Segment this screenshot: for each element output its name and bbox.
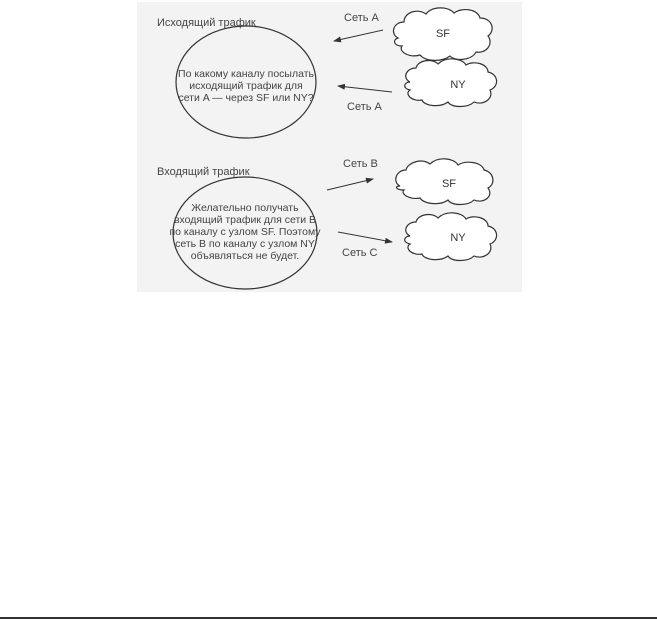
arrow-outgoing-bottom-label: Сеть A	[347, 101, 382, 113]
arrow-outgoing-top-label: Сеть A	[344, 12, 379, 24]
incoming-statement-line-1: Желательно получать	[191, 202, 299, 214]
outgoing-question-line-2: исходящий трафик для	[189, 80, 303, 92]
arrow-incoming-bottom-label: Сеть C	[342, 247, 378, 259]
cloud-ny-outgoing-label: NY	[450, 79, 466, 91]
incoming-title: Входящий трафик	[157, 166, 250, 178]
cloud-ny-incoming-label: NY	[450, 232, 466, 244]
incoming-statement-line-5: объявляться не будет.	[190, 250, 300, 262]
incoming-statement-line-3: по каналу с узлом SF. Поэтому	[169, 226, 321, 238]
cloud-sf-outgoing-label: SF	[435, 28, 451, 40]
incoming-statement-line-4: сеть B по каналу с узлом NY	[175, 238, 315, 250]
outgoing-title: Исходящий трафик	[157, 17, 256, 29]
cloud-sf-incoming-label: SF	[441, 178, 457, 190]
arrow-incoming-top-label: Сеть B	[343, 158, 378, 170]
page-bottom-rule	[0, 617, 657, 619]
outgoing-question-line-3: сети A — через SF или NY?	[178, 92, 314, 104]
outgoing-question-line-1: По какому каналу посылать	[178, 68, 314, 80]
incoming-statement-line-2: входящий трафик для сети B	[173, 214, 317, 226]
